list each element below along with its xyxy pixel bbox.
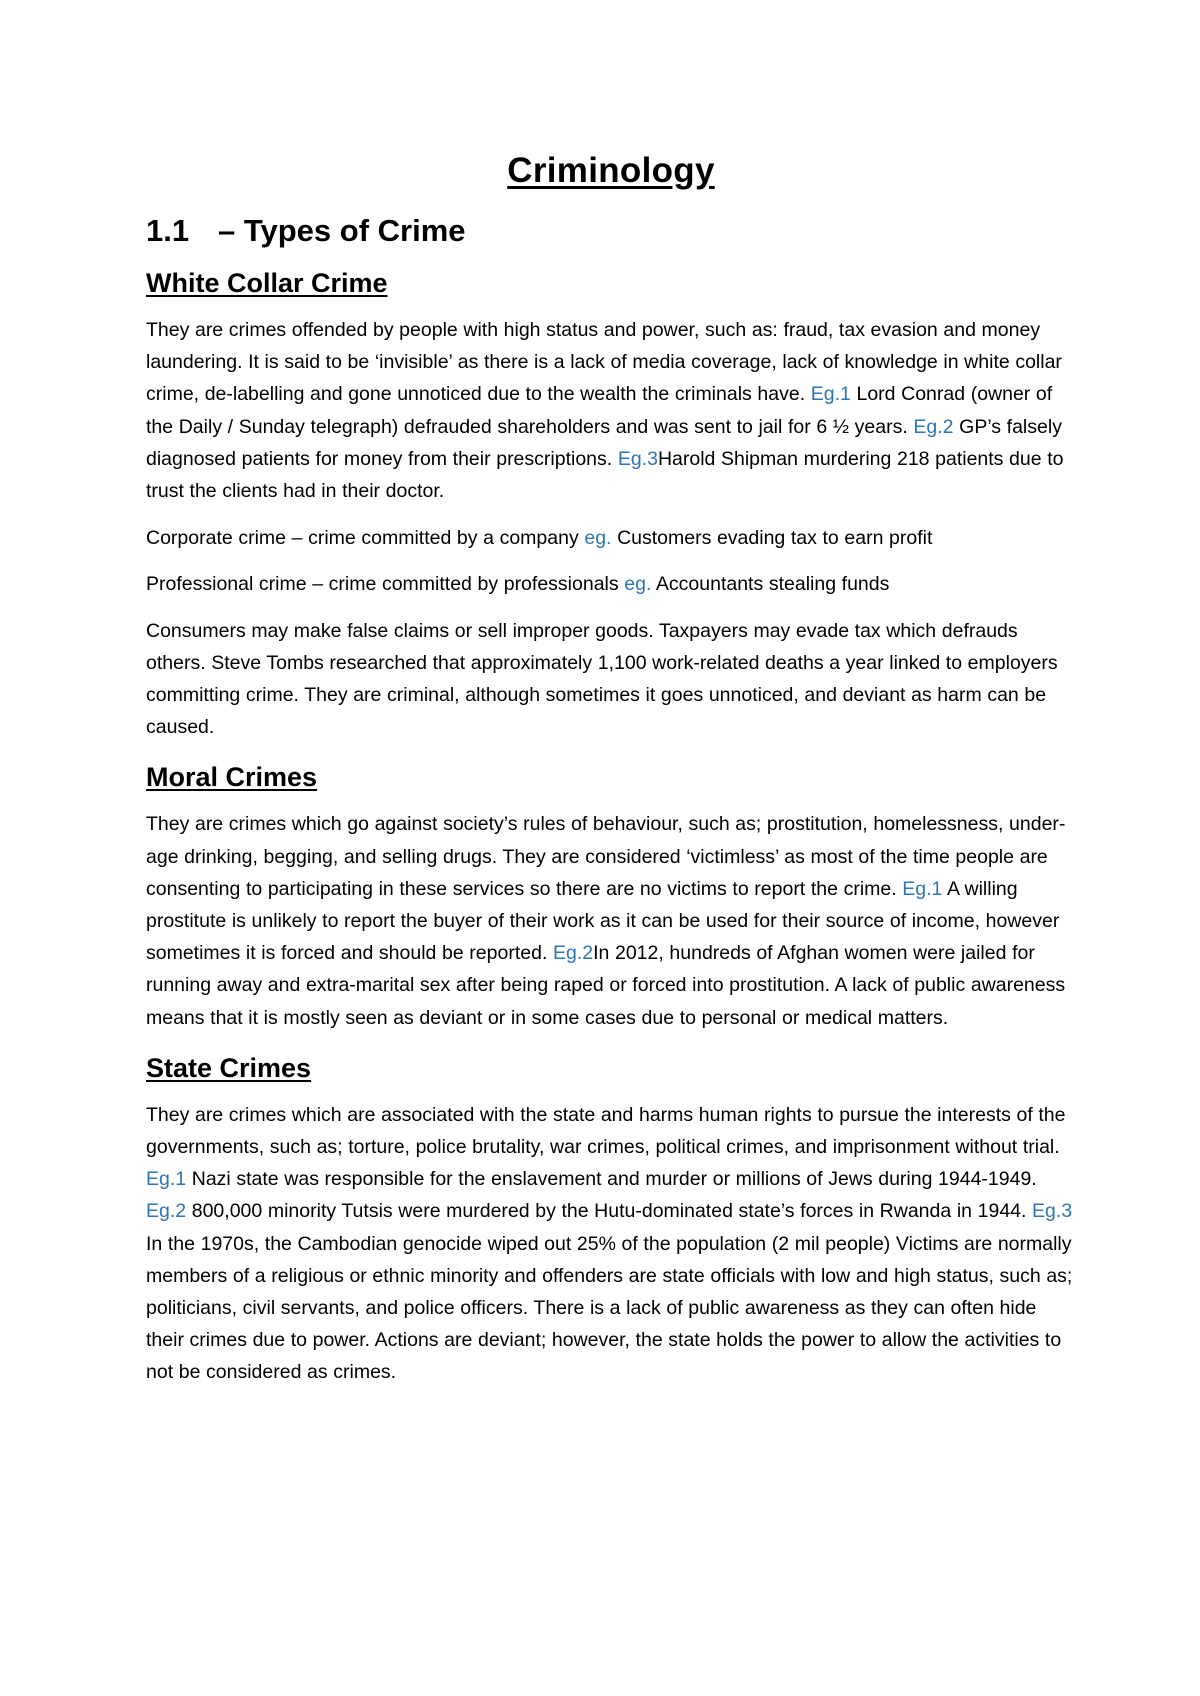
text-run: GP’s falsely diagnosed patients for money from their prescriptions. [146, 415, 1062, 470]
text-run: Lord Conrad (owner of the Daily / Sunday telegraph) defrauded shareholders and was sent to jail for 6 ½ years. [146, 383, 1053, 438]
example-label: eg. [624, 573, 652, 596]
example-label: Eg.1 [902, 877, 943, 900]
white-collar-paragraph [146, 314, 1076, 507]
section-title: – Types of Crime [218, 213, 466, 248]
text-run: Nazi state was responsible for the enslavement and murder or millions of Jews during 1944-1949. [186, 1168, 1037, 1191]
moral-crimes-heading: Moral Crimes [146, 762, 318, 793]
text-run: In 2012, hundreds of Afghan women were jailed for running away and extra-marital sex after being raped or forced into prostitution. A lack of public awareness means that it is mostly seen as deviant or in some cases due to personal or medical matters. [146, 942, 1066, 1029]
document-title: Criminology [507, 151, 715, 190]
example-label: Eg.1 [146, 1168, 187, 1191]
text-run: Harold Shipman murdering 218 patients due to trust the clients had in their doctor. [146, 447, 1064, 503]
example-label: Eg.3 [617, 447, 658, 470]
text-run: Professional crime – crime committed by professionals [146, 573, 625, 596]
consumers-paragraph: Consumers may make false claims or sell improper goods. Taxpayers may evade tax which defrauds others. Steve Tombs researched that approximately 1,100 work-related deaths a year linked to employers committing crime. They are criminal, although sometimes it goes unnoticed, and deviant as harm can be caused. [146, 619, 1058, 739]
professional-crime-paragraph [146, 568, 1076, 600]
moral-crimes-paragraph [146, 808, 1076, 1033]
text-run: Corporate crime – crime committed by a company [146, 527, 585, 550]
state-crimes-heading: State Crimes [146, 1052, 312, 1083]
example-label: Eg.3 [1032, 1200, 1073, 1223]
example-label: Eg.2 [146, 1200, 187, 1223]
text-run: Customers evading tax to earn profit [611, 527, 933, 550]
example-label: Eg.1 [810, 383, 851, 406]
text-run: They are crimes which go against society’s rules of behaviour, such as; prostitution, homelessness, under-age drinking, begging, and selling drugs. They are considered ‘victimless’ as most of the time people are consenting to participating in these services so there are no victims to report the crime. [146, 813, 1066, 900]
corporate-crime-paragraph [146, 522, 1076, 554]
text-run: 800,000 minority Tutsis were murdered by the Hutu-dominated state’s forces in Rwanda in 1944. [186, 1200, 1033, 1223]
text-run: A willing prostitute is unlikely to report the buyer of their work as it can be used for their source of income, however sometimes it is forced and should be reported. [146, 877, 1060, 965]
section-heading [146, 210, 1076, 252]
example-label: Eg.2 [552, 942, 594, 965]
white-collar-heading: White Collar Crime [146, 268, 388, 298]
text-run: They are crimes offended by people with high status and power, such as: fraud, tax evasion and money laundering. It is said to be ‘invisible’ as there is a lack of media coverage, lack of knowledge in white collar crime, de-labelling and gone unnoticed due to the wealth the criminals have. [146, 319, 1062, 406]
document-body [146, 148, 1076, 1404]
example-label: Eg.2 [913, 415, 954, 438]
example-label: eg. [584, 527, 612, 550]
text-run: In the 1970s, the Cambodian genocide wiped out 25% of the population (2 mil people) Victims are normally members of a religious or ethnic minority and offenders are state officials with low and high status, such as; politicians, civil servants, and police officers. There is a lack of public awareness as they can often hide their crimes due to power. Actions are deviant; however, the state holds the power to allow the activities to not be considered as crimes. [146, 1232, 1073, 1384]
text-run: They are crimes which are associated with the state and harms human rights to pursue the interests of the governments, such as; torture, police brutality, war crimes, political crimes, and imprisonment without trial. [146, 1103, 1066, 1159]
text-run: Accountants stealing funds [651, 573, 890, 596]
state-crimes-paragraph [146, 1099, 1076, 1389]
section-number: 1.1 [146, 213, 190, 248]
